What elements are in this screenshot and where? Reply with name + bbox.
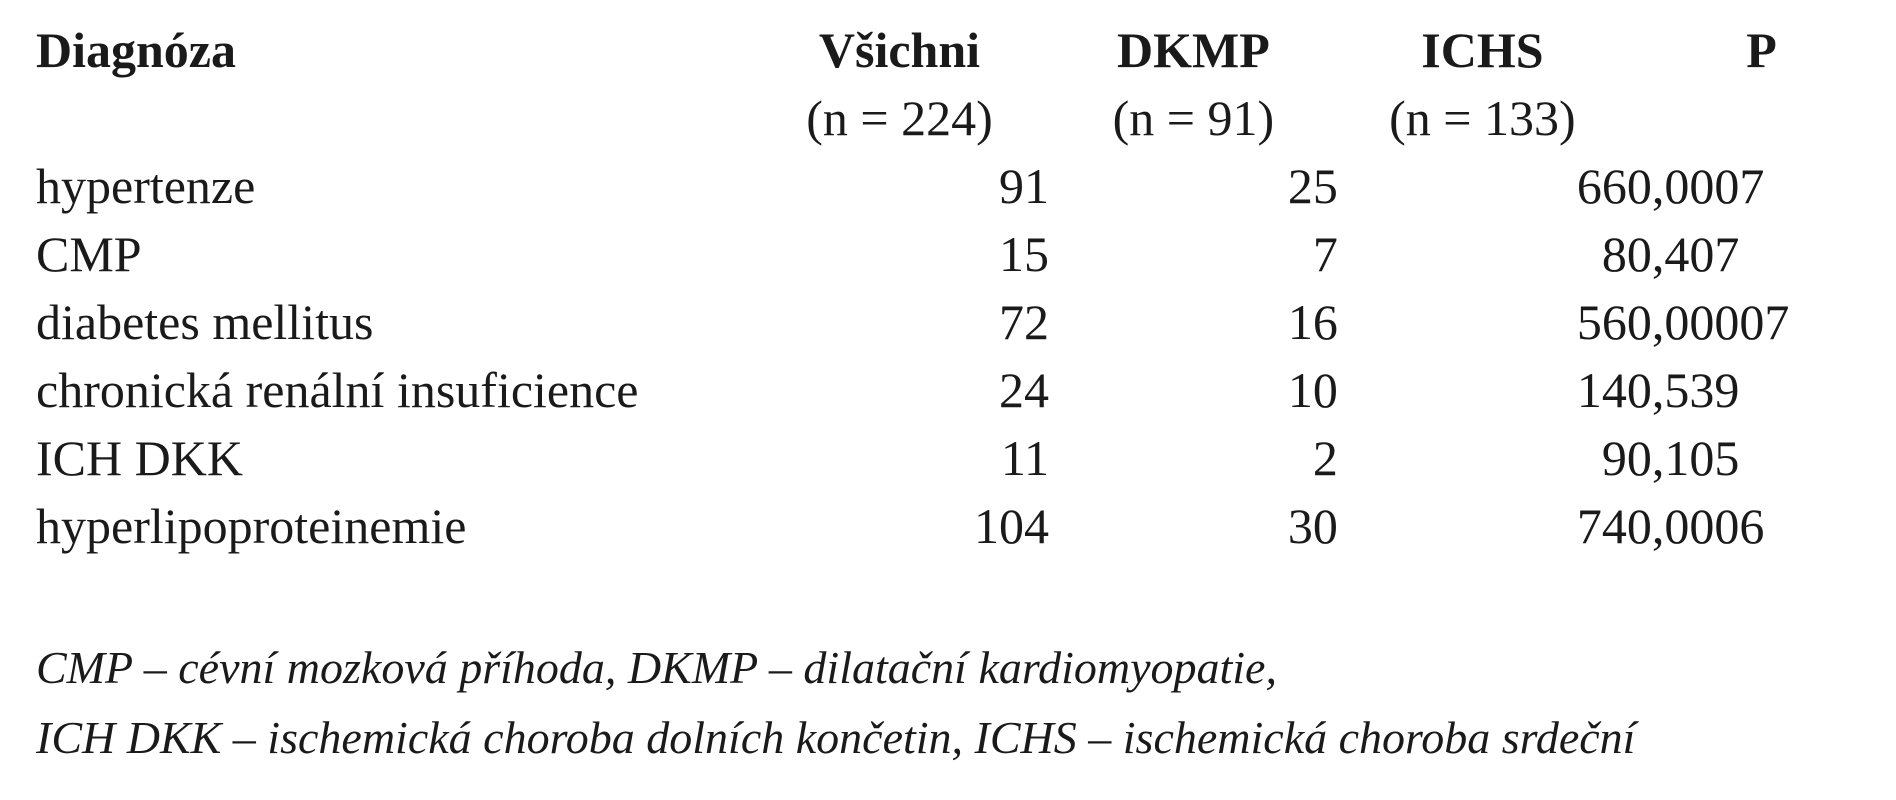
cell-ichs: 74 (1576, 498, 1627, 554)
cell-all: 15 (998, 226, 1049, 282)
cell-all: 11 (1000, 430, 1049, 486)
footnote-line-1: CMP – cévní mozková příhoda, DKMP – dilatační kardiomyopatie, (36, 642, 1277, 693)
cell-all: 91 (998, 158, 1049, 214)
cell-diagnosis: hyperlipoproteinemie (36, 498, 467, 554)
cell-p-value: 0,105 (1626, 430, 1740, 486)
table-row (36, 356, 1896, 424)
footnote-line-2: ICH DKK – ischemická choroba dolních končetin, ICHS – ischemická choroba srdeční (36, 712, 1636, 763)
cell-diagnosis: diabetes mellitus (36, 294, 374, 350)
header-row (36, 16, 1896, 84)
cell-ichs: 56 (1576, 294, 1627, 350)
cell-all: 72 (998, 294, 1049, 350)
table-row (36, 152, 1896, 220)
cell-diagnosis: ICH DKK (36, 430, 243, 486)
cell-p-value: 0,407 (1626, 226, 1740, 282)
cell-p-value: 0,539 (1626, 362, 1740, 418)
cell-ichs: 9 (1601, 430, 1627, 486)
header-ichs: ICHS (1421, 22, 1544, 78)
cell-all: 104 (973, 498, 1049, 554)
subheader-all-count: (n = 224) (806, 90, 993, 146)
cell-dkmp: 7 (1312, 226, 1338, 282)
header-all: Všichni (818, 22, 981, 78)
diagnosis-table (36, 16, 1896, 560)
table-row (36, 288, 1896, 356)
cell-ichs: 14 (1576, 362, 1627, 418)
cell-p-value: 0,0007 (1626, 158, 1765, 214)
subheader-ichs-count: (n = 133) (1389, 90, 1576, 146)
cell-ichs: 8 (1601, 226, 1627, 282)
cell-diagnosis: CMP (36, 226, 142, 282)
table-header (36, 16, 1896, 152)
cell-all: 24 (998, 362, 1049, 418)
cell-dkmp: 25 (1287, 158, 1338, 214)
header-dkmp: DKMP (1117, 22, 1270, 78)
subheader-row (36, 84, 1896, 152)
cell-dkmp: 10 (1287, 362, 1338, 418)
cell-dkmp: 2 (1312, 430, 1338, 486)
cell-p-value: 0,0006 (1626, 498, 1765, 554)
cell-dkmp: 30 (1287, 498, 1338, 554)
table-row (36, 424, 1896, 492)
header-diagnosis: Diagnóza (36, 22, 236, 78)
table-row (36, 492, 1896, 560)
subheader-dkmp-count: (n = 91) (1112, 90, 1275, 146)
cell-p-value: 0,00007 (1626, 294, 1790, 350)
cell-diagnosis: chronická renální insuficience (36, 362, 639, 418)
table-body (36, 152, 1896, 560)
table-row (36, 220, 1896, 288)
cell-ichs: 66 (1576, 158, 1627, 214)
cell-diagnosis: hypertenze (36, 158, 256, 214)
cell-dkmp: 16 (1287, 294, 1338, 350)
subheader-diagnosis-empty (36, 84, 750, 152)
header-p: P (1746, 22, 1777, 78)
subheader-p-empty (1627, 84, 1896, 152)
